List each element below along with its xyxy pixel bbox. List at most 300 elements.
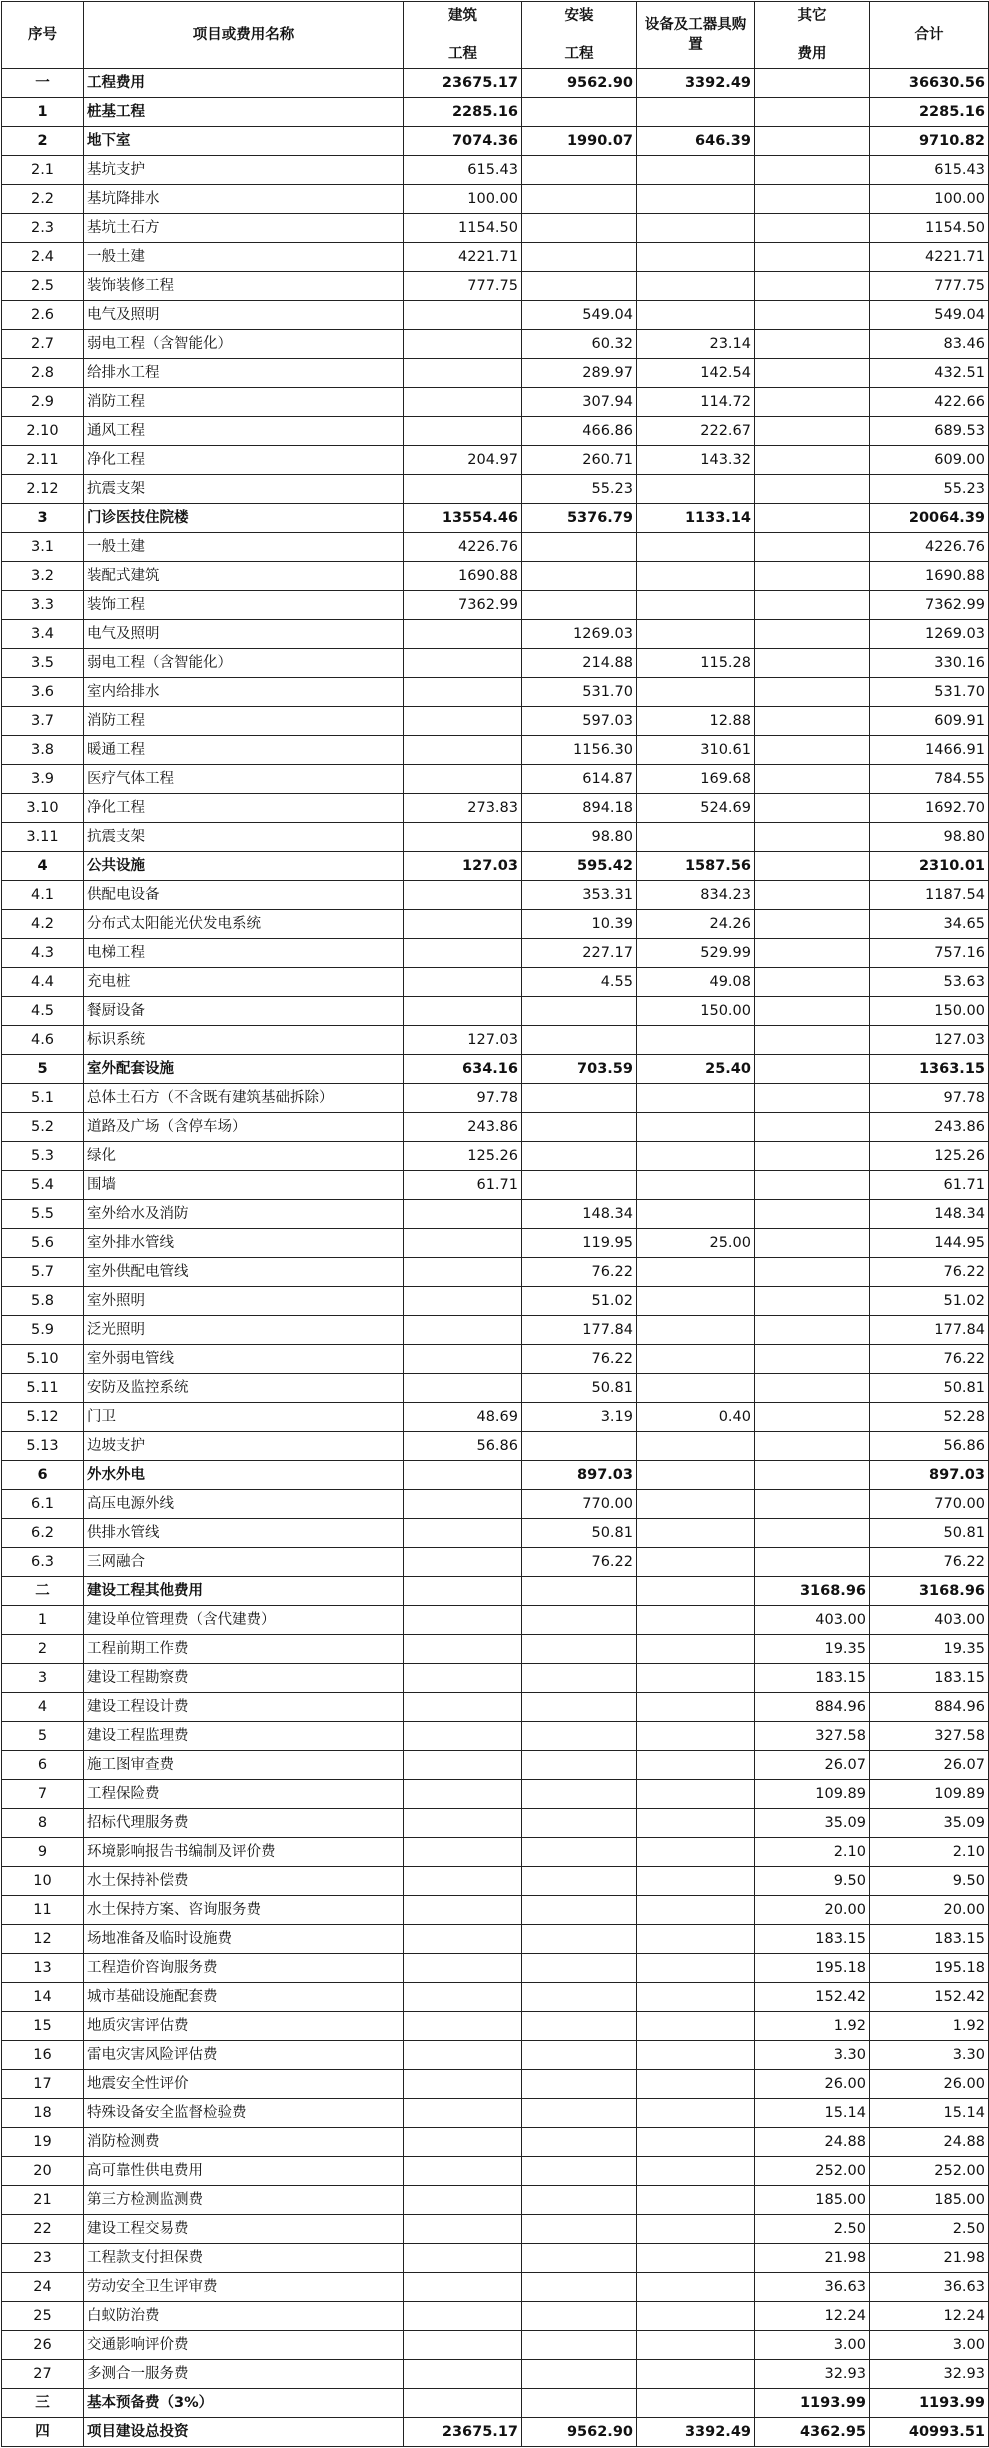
cell-name: 抗震支架: [84, 823, 404, 852]
table-row: [2, 1345, 989, 1374]
cell-other: [755, 1432, 870, 1461]
cell-equipment: [637, 2186, 755, 2215]
cell-building: [404, 1635, 522, 1664]
cell-no: 14: [2, 1983, 84, 2012]
cell-other: [755, 910, 870, 939]
cell-total: 183.15: [870, 1925, 989, 1954]
cell-name: 工程保险费: [84, 1780, 404, 1809]
table-row: [2, 1954, 989, 1983]
cell-install: 9562.90: [522, 2418, 637, 2447]
cell-install: [522, 1171, 637, 1200]
cell-install: [522, 2157, 637, 2186]
cell-install: 703.59: [522, 1055, 637, 1084]
cell-equipment: [637, 2215, 755, 2244]
table-row: [2, 2302, 989, 2331]
cell-equipment: [637, 1954, 755, 1983]
cell-equipment: 524.69: [637, 794, 755, 823]
cell-no: 2.6: [2, 301, 84, 330]
cell-total: 36.63: [870, 2273, 989, 2302]
table-row: [2, 2128, 989, 2157]
cell-building: [404, 330, 522, 359]
cell-no: 5.10: [2, 1345, 84, 1374]
cell-other: 3168.96: [755, 1577, 870, 1606]
cell-total: 1.92: [870, 2012, 989, 2041]
cell-no: 25: [2, 2302, 84, 2331]
cell-name: 公共设施: [84, 852, 404, 881]
cell-install: 894.18: [522, 794, 637, 823]
cell-name: 工程造价咨询服务费: [84, 1954, 404, 1983]
cell-install: [522, 1664, 637, 1693]
cell-other: 24.88: [755, 2128, 870, 2157]
cell-name: 室外给水及消防: [84, 1200, 404, 1229]
cell-total: 52.28: [870, 1403, 989, 1432]
cell-total: 83.46: [870, 330, 989, 359]
cell-building: [404, 417, 522, 446]
cell-no: 12: [2, 1925, 84, 1954]
cell-install: 50.81: [522, 1519, 637, 1548]
cell-total: 2.50: [870, 2215, 989, 2244]
cell-no: 5: [2, 1722, 84, 1751]
cell-building: 13554.46: [404, 504, 522, 533]
cell-building: [404, 707, 522, 736]
cell-total: 20.00: [870, 1896, 989, 1925]
cell-other: 109.89: [755, 1780, 870, 1809]
cell-equipment: [637, 1722, 755, 1751]
cell-equipment: [637, 2099, 755, 2128]
cell-no: 17: [2, 2070, 84, 2099]
cell-install: 227.17: [522, 939, 637, 968]
cell-building: 23675.17: [404, 2418, 522, 2447]
cell-other: [755, 301, 870, 330]
table-row: [2, 620, 989, 649]
cell-no: 一: [2, 69, 84, 98]
cell-equipment: [637, 98, 755, 127]
table-row: [2, 2418, 989, 2447]
cell-building: 127.03: [404, 1026, 522, 1055]
cell-no: 2: [2, 1635, 84, 1664]
cell-name: 总体土石方（不含既有建筑基础拆除）: [84, 1084, 404, 1113]
cell-install: [522, 1693, 637, 1722]
cell-no: 7: [2, 1780, 84, 1809]
cell-install: [522, 1809, 637, 1838]
cell-total: 3.00: [870, 2331, 989, 2360]
cell-other: [755, 475, 870, 504]
cell-equipment: [637, 1983, 755, 2012]
cell-other: [755, 1316, 870, 1345]
cell-total: 177.84: [870, 1316, 989, 1345]
cell-name: 安防及监控系统: [84, 1374, 404, 1403]
cell-other: 26.00: [755, 2070, 870, 2099]
cell-total: 98.80: [870, 823, 989, 852]
cell-building: 243.86: [404, 1113, 522, 1142]
cell-install: 5376.79: [522, 504, 637, 533]
cell-equipment: [637, 823, 755, 852]
cell-name: 一般土建: [84, 243, 404, 272]
table-row: [2, 1838, 989, 1867]
cell-install: 353.31: [522, 881, 637, 910]
cell-no: 1: [2, 98, 84, 127]
cell-name: 基坑土石方: [84, 214, 404, 243]
cell-name: 医疗气体工程: [84, 765, 404, 794]
table-row: [2, 388, 989, 417]
cell-install: 214.88: [522, 649, 637, 678]
table-row: [2, 2360, 989, 2389]
cell-no: 11: [2, 1896, 84, 1925]
cell-building: 4226.76: [404, 533, 522, 562]
cell-name: 给排水工程: [84, 359, 404, 388]
cell-no: 四: [2, 2418, 84, 2447]
cell-name: 充电桩: [84, 968, 404, 997]
cell-no: 3: [2, 1664, 84, 1693]
cell-name: 建设工程监理费: [84, 1722, 404, 1751]
cell-install: 51.02: [522, 1287, 637, 1316]
cell-other: [755, 997, 870, 1026]
cell-no: 8: [2, 1809, 84, 1838]
cell-name: 门诊医技住院楼: [84, 504, 404, 533]
cell-no: 2.4: [2, 243, 84, 272]
cell-total: 76.22: [870, 1548, 989, 1577]
cell-no: 5.1: [2, 1084, 84, 1113]
cell-other: [755, 1287, 870, 1316]
cell-total: 21.98: [870, 2244, 989, 2273]
cell-equipment: [637, 301, 755, 330]
cell-equipment: [637, 1316, 755, 1345]
cell-other: [755, 562, 870, 591]
cell-other: [755, 1374, 870, 1403]
cell-equipment: [637, 1026, 755, 1055]
cell-install: 50.81: [522, 1374, 637, 1403]
cell-name: 雷电灾害风险评估费: [84, 2041, 404, 2070]
table-row: [2, 2070, 989, 2099]
table-row: [2, 1461, 989, 1490]
cell-name: 基坑降排水: [84, 185, 404, 214]
cell-install: [522, 2070, 637, 2099]
cell-other: [755, 533, 870, 562]
cell-install: 260.71: [522, 446, 637, 475]
cell-install: 177.84: [522, 1316, 637, 1345]
cell-name: 室外供配电管线: [84, 1258, 404, 1287]
cell-no: 23: [2, 2244, 84, 2273]
cell-building: [404, 1925, 522, 1954]
cell-install: [522, 2244, 637, 2273]
cell-total: 76.22: [870, 1258, 989, 1287]
cell-other: 403.00: [755, 1606, 870, 1635]
cell-other: 185.00: [755, 2186, 870, 2215]
cell-other: 36.63: [755, 2273, 870, 2302]
table-row: [2, 2273, 989, 2302]
cell-no: 10: [2, 1867, 84, 1896]
table-row: [2, 330, 989, 359]
cell-install: [522, 1606, 637, 1635]
cell-install: [522, 1432, 637, 1461]
cell-other: 3.00: [755, 2331, 870, 2360]
cell-total: 330.16: [870, 649, 989, 678]
table-row: [2, 2331, 989, 2360]
cell-no: 4.3: [2, 939, 84, 968]
cell-no: 三: [2, 2389, 84, 2418]
cell-total: 689.53: [870, 417, 989, 446]
cell-building: [404, 939, 522, 968]
table-row: [2, 185, 989, 214]
table-row: [2, 2157, 989, 2186]
cell-building: 615.43: [404, 156, 522, 185]
cell-install: 148.34: [522, 1200, 637, 1229]
cell-no: 2.12: [2, 475, 84, 504]
cell-building: [404, 2128, 522, 2157]
cell-install: [522, 2273, 637, 2302]
cell-equipment: [637, 562, 755, 591]
cell-building: [404, 301, 522, 330]
cell-other: [755, 1171, 870, 1200]
cell-other: [755, 852, 870, 881]
cell-install: [522, 243, 637, 272]
cell-no: 3.8: [2, 736, 84, 765]
cell-name: 边坡支护: [84, 1432, 404, 1461]
cell-building: [404, 1490, 522, 1519]
cell-name: 绿化: [84, 1142, 404, 1171]
cell-name: 室外弱电管线: [84, 1345, 404, 1374]
cell-other: [755, 591, 870, 620]
cell-install: 614.87: [522, 765, 637, 794]
cell-no: 4.5: [2, 997, 84, 1026]
cell-total: 100.00: [870, 185, 989, 214]
cell-building: [404, 1548, 522, 1577]
cell-building: [404, 2331, 522, 2360]
table-row: [2, 98, 989, 127]
cell-install: [522, 98, 637, 127]
cell-other: [755, 1084, 870, 1113]
cell-no: 4.1: [2, 881, 84, 910]
cell-no: 3.2: [2, 562, 84, 591]
table-row: [2, 1200, 989, 1229]
cell-install: [522, 1896, 637, 1925]
cell-no: 3.1: [2, 533, 84, 562]
cell-other: [755, 243, 870, 272]
cell-building: [404, 2157, 522, 2186]
cell-building: [404, 1954, 522, 1983]
header-total: 合计: [870, 2, 989, 69]
cell-no: 2: [2, 127, 84, 156]
cell-name: 餐厨设备: [84, 997, 404, 1026]
cell-equipment: [637, 1200, 755, 1229]
cell-building: 1690.88: [404, 562, 522, 591]
cell-no: 24: [2, 2273, 84, 2302]
cell-building: [404, 620, 522, 649]
cell-install: [522, 1954, 637, 1983]
cell-other: [755, 1461, 870, 1490]
cell-name: 场地准备及临时设施费: [84, 1925, 404, 1954]
table-row: [2, 243, 989, 272]
cell-building: [404, 1229, 522, 1258]
cell-no: 16: [2, 2041, 84, 2070]
cell-equipment: 49.08: [637, 968, 755, 997]
table-row: [2, 1983, 989, 2012]
table-row: [2, 2012, 989, 2041]
cell-install: 1156.30: [522, 736, 637, 765]
cell-building: [404, 881, 522, 910]
cell-total: 9710.82: [870, 127, 989, 156]
cell-equipment: [637, 2302, 755, 2331]
cell-name: 地质灾害评估费: [84, 2012, 404, 2041]
cell-install: 549.04: [522, 301, 637, 330]
cell-building: 777.75: [404, 272, 522, 301]
cell-other: [755, 446, 870, 475]
cell-name: 弱电工程（含智能化）: [84, 649, 404, 678]
cell-no: 5.8: [2, 1287, 84, 1316]
cell-building: [404, 1722, 522, 1751]
cell-no: 13: [2, 1954, 84, 1983]
table-row: [2, 823, 989, 852]
cell-other: 195.18: [755, 1954, 870, 1983]
cell-equipment: [637, 1635, 755, 1664]
table-row: [2, 649, 989, 678]
table-row: [2, 997, 989, 1026]
cell-other: [755, 359, 870, 388]
cell-building: 97.78: [404, 1084, 522, 1113]
cell-equipment: [637, 1548, 755, 1577]
cell-other: 4362.95: [755, 2418, 870, 2447]
cell-total: 7362.99: [870, 591, 989, 620]
cell-building: [404, 1606, 522, 1635]
cell-total: 148.34: [870, 1200, 989, 1229]
cell-equipment: [637, 1664, 755, 1693]
cell-install: [522, 1838, 637, 1867]
cell-building: [404, 2389, 522, 2418]
cell-install: 897.03: [522, 1461, 637, 1490]
cell-other: 1.92: [755, 2012, 870, 2041]
cell-other: 3.30: [755, 2041, 870, 2070]
cell-install: [522, 1780, 637, 1809]
table-row: [2, 272, 989, 301]
cell-other: [755, 939, 870, 968]
cell-total: 34.65: [870, 910, 989, 939]
cell-install: [522, 2099, 637, 2128]
cell-total: 897.03: [870, 1461, 989, 1490]
cell-building: [404, 1896, 522, 1925]
cell-name: 工程费用: [84, 69, 404, 98]
cell-other: 252.00: [755, 2157, 870, 2186]
cell-name: 环境影响报告书编制及评价费: [84, 1838, 404, 1867]
cell-equipment: [637, 1432, 755, 1461]
cell-name: 电梯工程: [84, 939, 404, 968]
cell-equipment: [637, 185, 755, 214]
cell-other: 183.15: [755, 1664, 870, 1693]
cell-equipment: [637, 156, 755, 185]
cell-total: 2285.16: [870, 98, 989, 127]
cell-name: 建设工程设计费: [84, 1693, 404, 1722]
cell-no: 二: [2, 1577, 84, 1606]
cell-building: [404, 2186, 522, 2215]
cell-no: 5.11: [2, 1374, 84, 1403]
cell-name: 高压电源外线: [84, 1490, 404, 1519]
cell-building: [404, 1345, 522, 1374]
cell-equipment: 3392.49: [637, 2418, 755, 2447]
cell-building: [404, 1867, 522, 1896]
cost-estimate-table: [1, 1, 989, 2447]
table-row: [2, 2099, 989, 2128]
cell-no: 15: [2, 2012, 84, 2041]
table-row: [2, 968, 989, 997]
cell-name: 地下室: [84, 127, 404, 156]
cell-name: 门卫: [84, 1403, 404, 1432]
cell-install: [522, 2041, 637, 2070]
table-row: [2, 1780, 989, 1809]
cell-building: [404, 2244, 522, 2273]
cell-building: [404, 2012, 522, 2041]
table-row: [2, 1867, 989, 1896]
cell-no: 3.3: [2, 591, 84, 620]
cell-building: [404, 910, 522, 939]
table-row: [2, 1316, 989, 1345]
cell-no: 5.7: [2, 1258, 84, 1287]
cell-install: 60.32: [522, 330, 637, 359]
cell-other: [755, 185, 870, 214]
table-row: [2, 591, 989, 620]
cell-name: 桩基工程: [84, 98, 404, 127]
cell-install: 76.22: [522, 1258, 637, 1287]
cell-no: 2.8: [2, 359, 84, 388]
cell-name: 建设工程勘察费: [84, 1664, 404, 1693]
cell-equipment: [637, 2041, 755, 2070]
cell-building: 1154.50: [404, 214, 522, 243]
cell-building: 48.69: [404, 1403, 522, 1432]
table-row: [2, 1432, 989, 1461]
cell-no: 5.13: [2, 1432, 84, 1461]
cell-equipment: 23.14: [637, 330, 755, 359]
table-row: [2, 1258, 989, 1287]
cell-equipment: [637, 1925, 755, 1954]
cell-other: [755, 1055, 870, 1084]
cell-total: 4221.71: [870, 243, 989, 272]
cell-equipment: [637, 1142, 755, 1171]
header-install: 安装 工程: [522, 2, 637, 69]
cell-no: 22: [2, 2215, 84, 2244]
table-row: [2, 417, 989, 446]
cell-total: 1363.15: [870, 1055, 989, 1084]
cell-no: 3.11: [2, 823, 84, 852]
table-row: [2, 1809, 989, 1838]
cell-name: 装饰工程: [84, 591, 404, 620]
cell-name: 围墙: [84, 1171, 404, 1200]
cell-name: 工程前期工作费: [84, 1635, 404, 1664]
cell-equipment: 115.28: [637, 649, 755, 678]
cell-building: 204.97: [404, 446, 522, 475]
table-row: [2, 2041, 989, 2070]
table-row: [2, 301, 989, 330]
cell-no: 4.2: [2, 910, 84, 939]
cell-other: [755, 823, 870, 852]
cell-no: 5.6: [2, 1229, 84, 1258]
cell-other: [755, 881, 870, 910]
cell-building: [404, 1461, 522, 1490]
table-row: [2, 156, 989, 185]
cell-equipment: [637, 1287, 755, 1316]
cell-building: [404, 736, 522, 765]
header-other: 其它 费用: [755, 2, 870, 69]
table-row: [2, 1606, 989, 1635]
cell-name: 电气及照明: [84, 620, 404, 649]
cell-install: [522, 997, 637, 1026]
cell-building: [404, 388, 522, 417]
table-row: [2, 881, 989, 910]
table-row: [2, 1113, 989, 1142]
cell-install: [522, 1026, 637, 1055]
cell-total: 432.51: [870, 359, 989, 388]
cell-total: 185.00: [870, 2186, 989, 2215]
cell-total: 40993.51: [870, 2418, 989, 2447]
cell-name: 标识系统: [84, 1026, 404, 1055]
header-no: 序号: [2, 2, 84, 69]
